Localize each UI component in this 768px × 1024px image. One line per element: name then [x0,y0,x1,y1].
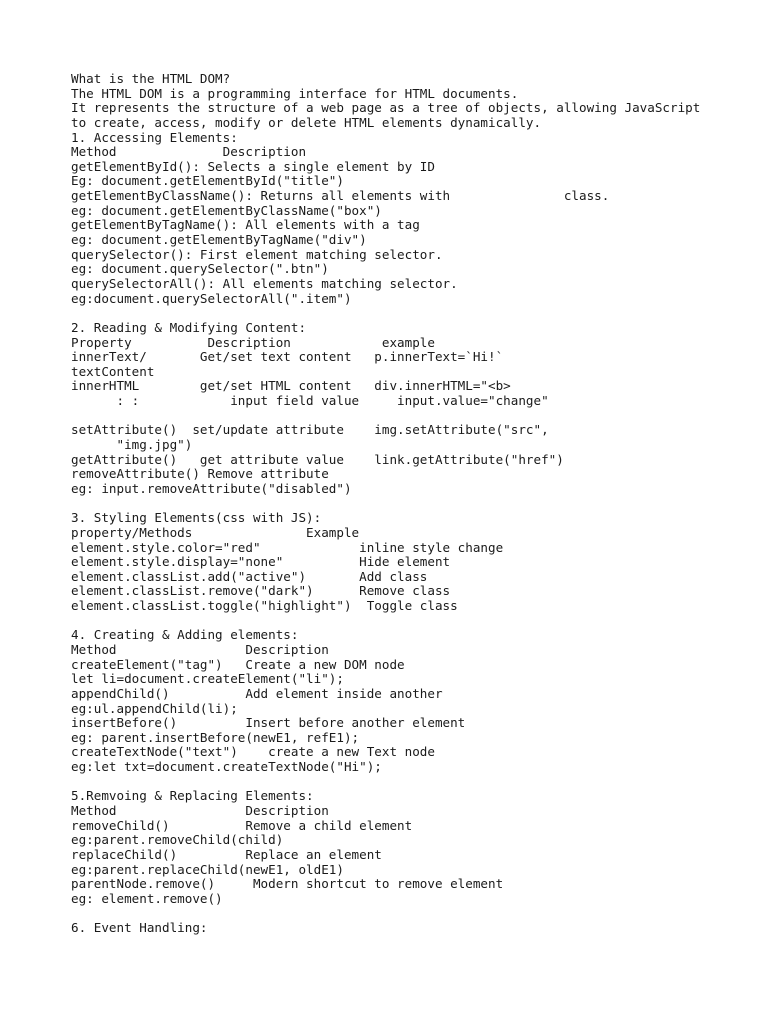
doc-text-line: element.classList.add("active") Add class [71,568,428,584]
doc-text-line: insertBefore() Insert before another element [71,715,466,731]
doc-text-line: replaceChild() Replace an element [71,846,382,862]
doc-text-line: getAttribute() get attribute value link.getAttribute("href") [71,451,564,467]
table-header: Property Description example [71,334,435,350]
blank-line [71,497,751,512]
doc-text-line: : : input field value input.value="change" [71,393,549,409]
doc-text-line: innerHTML get/set HTML content div.innerHTML="<b> [71,378,511,394]
doc-text-line: It represents the structure of a web page as a tree of objects, allowing JavaScript [71,100,701,116]
doc-text-line: removeChild() Remove a child element [71,817,413,833]
code-example-line: eg:ul.appendChild(li); [71,700,238,716]
doc-text-line: textContent [71,363,155,379]
section-heading-creating-adding: 4. Creating & Adding elements: [71,627,299,643]
table-header: Method Description [71,641,329,657]
doc-text-line: querySelector(): First element matching selector. [71,246,443,262]
code-example-line: eg:document.querySelectorAll(".item") [71,290,352,306]
doc-text-line: appendChild() Add element inside another [71,685,443,701]
doc-text-line: innerText/ Get/set text content p.innerText=`Hi!` [71,349,504,365]
doc-text-line: element.style.color="red" inline style change [71,539,504,555]
table-header: Method Description [71,144,307,160]
code-example-line: eg: document.getElementByClassName("box") [71,202,382,218]
doc-text-line: element.classList.toggle("highlight") Toggle class [71,598,458,614]
blank-line [71,775,751,790]
blank-line [71,409,751,424]
doc-text-line: The HTML DOM is a programming interface for HTML documents. [71,85,519,101]
doc-text-line: getElementByTagName(): All elements with a tag [71,217,420,233]
code-example-line: Eg: document.getElementById("title") [71,173,344,189]
doc-text-line: createTextNode("text") create a new Text node [71,744,435,760]
section-heading-accessing-elements: 1. Accessing Elements: [71,129,238,145]
table-header: property/Methods Example [71,524,360,540]
doc-text-line: setAttribute() set/update attribute img.setAttribute("src", [71,422,549,438]
doc-text-line: to create, access, modify or delete HTML elements dynamically. [71,114,542,130]
section-heading-removing-replacing: 5.Remvoing & Replacing Elements: [71,788,314,804]
document-page [71,72,751,936]
blank-line [71,306,751,321]
doc-text-line: getElementById(): Selects a single element by ID [71,158,435,174]
code-example-line: eg: document.getElementByTagName("div") [71,232,367,248]
table-header: Method Description [71,803,329,819]
code-example-line: eg: parent.insertBefore(newE1, refE1); [71,729,360,745]
code-example-line: eg: element.remove() [71,890,223,906]
code-example-line: eg:let txt=document.createTextNode("Hi"); [71,759,382,775]
doc-heading: What is the HTML DOM? [71,71,231,86]
code-example-line: eg: input.removeAttribute("disabled") [71,480,352,496]
code-example-line: eg:parent.removeChild(child) [71,832,284,848]
code-example-line: eg: document.querySelector(".btn") [71,261,329,277]
section-heading-reading-modifying: 2. Reading & Modifying Content: [71,319,307,335]
blank-line [71,614,751,629]
doc-text-line: removeAttribute() Remove attribute [71,466,329,482]
code-example-line: let li=document.createElement("li"); [71,671,344,687]
doc-text-line: parentNode.remove() Modern shortcut to remove element [71,876,504,892]
doc-text-line: getElementByClassName(): Returns all elements with class. [71,188,610,204]
code-example-line: eg:parent.replaceChild(newE1, oldE1) [71,861,344,877]
doc-text-line: element.style.display="none" Hide element [71,554,451,570]
doc-text-line: "img.jpg") [71,437,193,453]
doc-text-line: querySelectorAll(): All elements matching selector. [71,275,458,291]
section-heading-styling-elements: 3. Styling Elements(css with JS): [71,510,322,526]
blank-line [71,907,751,922]
doc-text-line: element.classList.remove("dark") Remove class [71,583,451,599]
doc-text-line: createElement("tag") Create a new DOM node [71,656,405,672]
section-heading-event-handling: 6. Event Handling: [71,920,208,936]
